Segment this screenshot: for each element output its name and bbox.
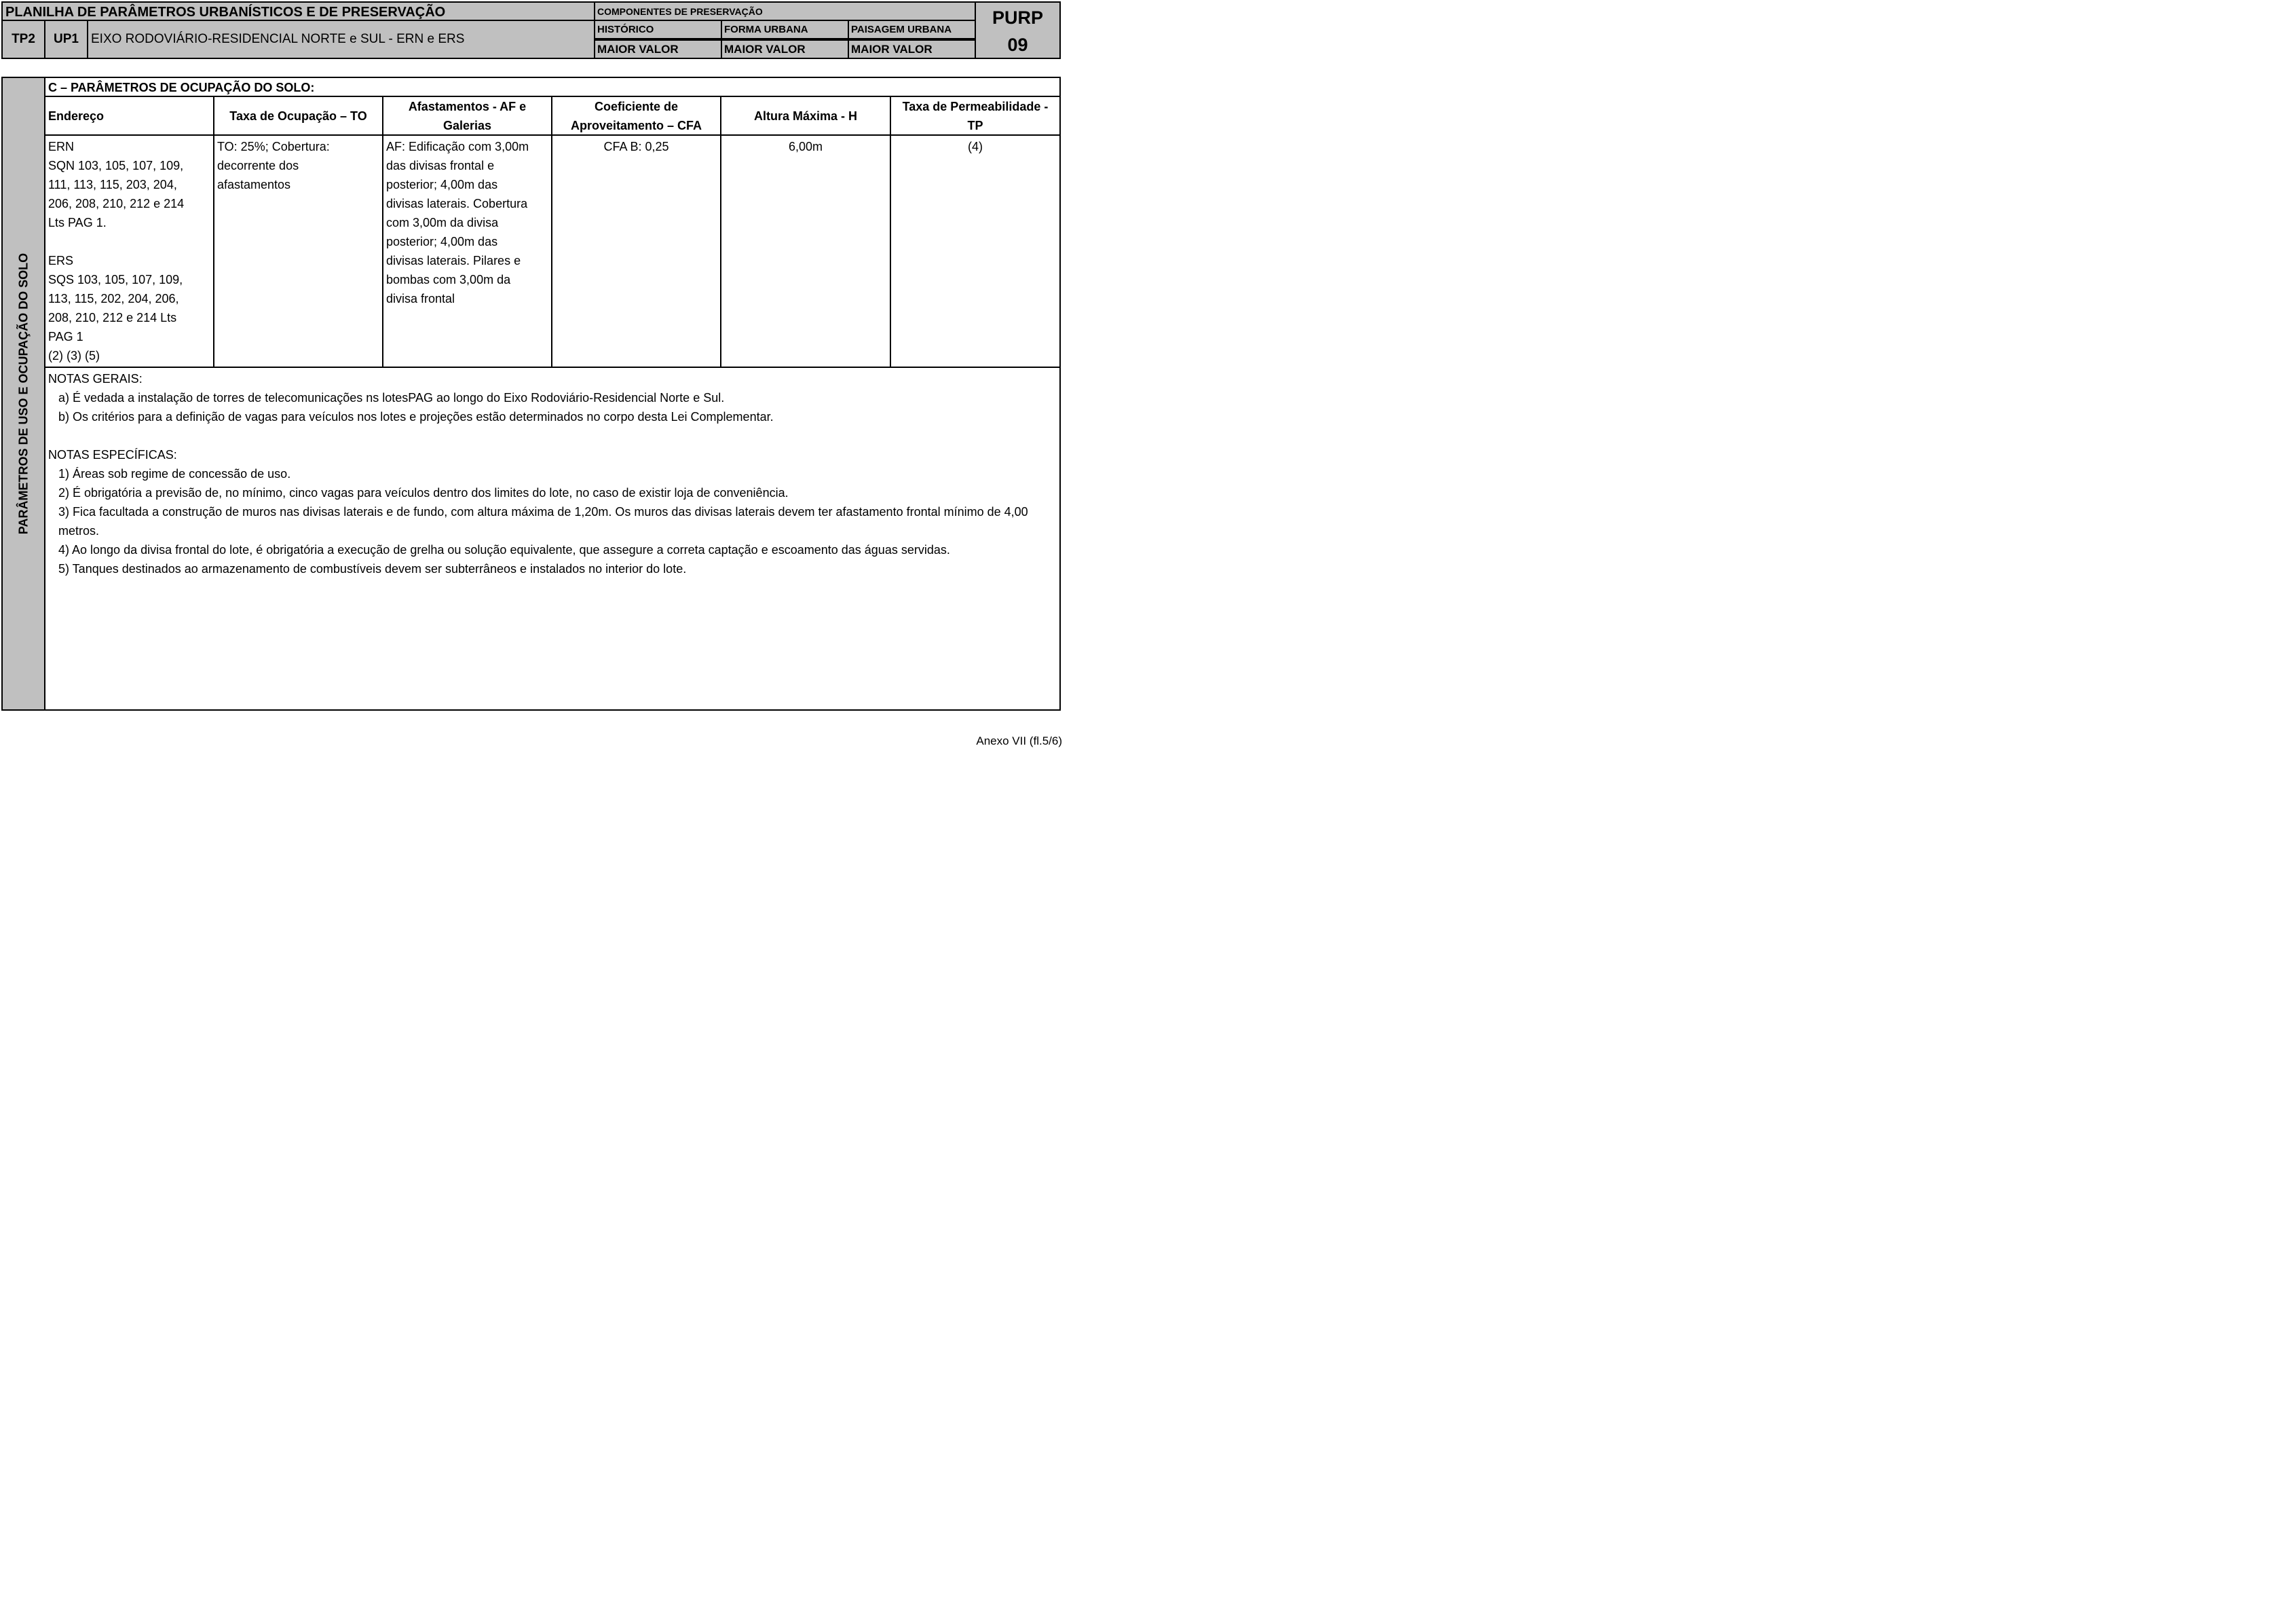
cell-endereco <box>44 134 214 368</box>
component-historico-value: MAIOR VALOR <box>594 39 722 59</box>
to-line: TO: 25%; Cobertura: <box>217 140 330 153</box>
component-forma-urbana-label: FORMA URBANA <box>721 20 849 39</box>
component-paisagem-urbana-value: MAIOR VALOR <box>848 39 976 59</box>
purp-badge <box>975 1 1061 59</box>
endereco-line: 208, 210, 212 e 214 Lts <box>48 311 177 324</box>
to-line: afastamentos <box>217 178 291 191</box>
cell-permeabilidade <box>890 134 1061 368</box>
endereco-line: 206, 208, 210, 212 e 214 <box>48 197 185 210</box>
endereco-line: ERN <box>48 140 75 153</box>
general-note: a) É vedada a instalação de torres de telecomunicações ns lotesPAG ao longo do Eixo Rodoviário-Residencial Norte e Sul. <box>58 391 725 405</box>
column-header-afastamentos: Afastamentos - AF e Galerias <box>382 96 552 136</box>
af-line: divisas laterais. Cobertura <box>386 197 528 210</box>
specific-note: 5) Tanques destinados ao armazenamento de combustíveis devem ser subterrâneos e instalados no interior do lote. <box>58 562 687 576</box>
notes-blank-line <box>48 426 1057 445</box>
components-title: COMPONENTES DE PRESERVAÇÃO <box>594 1 976 21</box>
annex-footer: Anexo VII (fl.5/6) <box>976 734 1062 747</box>
af-line: com 3,00m da divisa <box>386 216 499 229</box>
af-line: posterior; 4,00m das <box>386 235 498 248</box>
column-header-cfa: Coeficiente de Aproveitamento – CFA <box>551 96 721 136</box>
tp-code: TP2 <box>1 20 45 59</box>
endereco-line: ERS <box>48 254 74 267</box>
specific-note: 4) Ao longo da divisa frontal do lote, é obrigatória a execução de grelha ou solução equivalente, que assegure a correta captação e escoamento das águas servidas. <box>58 543 950 557</box>
af-line: das divisas frontal e <box>386 159 495 172</box>
sheet-title: PLANILHA DE PARÂMETROS URBANÍSTICOS E DE PRESERVAÇÃO <box>1 1 595 21</box>
specific-note: 1) Áreas sob regime de concessão de uso. <box>58 467 291 481</box>
component-paisagem-urbana-label: PAISAGEM URBANA <box>848 20 976 39</box>
af-line: AF: Edificação com 3,00m <box>386 140 529 153</box>
endereco-line: 113, 115, 202, 204, 206, <box>48 292 179 305</box>
af-line: divisa frontal <box>386 292 455 305</box>
endereco-line: 111, 113, 115, 203, 204, <box>48 178 177 191</box>
purp-number: 09 <box>1007 35 1028 55</box>
component-forma-urbana-value: MAIOR VALOR <box>721 39 849 59</box>
to-line: decorrente dos <box>217 159 299 172</box>
cell-taxa-ocupacao <box>213 134 383 368</box>
tp-value: (4) <box>968 140 983 153</box>
af-line: divisas laterais. Pilares e <box>386 254 521 267</box>
component-historico-label: HISTÓRICO <box>594 20 722 39</box>
up-code: UP1 <box>44 20 88 59</box>
af-line: bombas com 3,00m da <box>386 273 511 286</box>
column-header-endereco: Endereço <box>44 96 214 136</box>
purp-label: PURP <box>992 7 1043 28</box>
endereco-line: SQS 103, 105, 107, 109, <box>48 273 183 286</box>
endereco-line: (2) (3) (5) <box>48 349 100 362</box>
cell-cfa <box>551 134 721 368</box>
specific-notes-title: NOTAS ESPECÍFICAS: <box>48 448 177 462</box>
cell-afastamentos <box>382 134 552 368</box>
af-line: posterior; 4,00m das <box>386 178 498 191</box>
altura-value: 6,00m <box>788 140 823 153</box>
column-header-taxa-ocupacao: Taxa de Ocupação – TO <box>213 96 383 136</box>
notes-section <box>44 367 1061 711</box>
column-header-permeabilidade: Taxa de Permeabilidade - TP <box>890 96 1061 136</box>
area-name: EIXO RODOVIÁRIO-RESIDENCIAL NORTE e SUL - ERN e ERS <box>87 20 595 59</box>
side-label-panel <box>1 77 45 711</box>
cell-altura <box>720 134 891 368</box>
endereco-line: PAG 1 <box>48 330 83 343</box>
endereco-line: Lts PAG 1. <box>48 216 107 229</box>
endereco-blank-line <box>48 232 213 251</box>
endereco-line: SQN 103, 105, 107, 109, <box>48 159 184 172</box>
general-notes-title: NOTAS GERAIS: <box>48 372 143 386</box>
column-header-altura: Altura Máxima - H <box>720 96 891 136</box>
specific-note: 3) Fica facultada a construção de muros nas divisas laterais e de fundo, com altura máxima de 1,20m. Os muros das divisas laterais devem ter afastamento frontal mínimo de 4,00 metros. <box>58 505 1028 538</box>
cfa-value: CFA B: 0,25 <box>603 140 669 153</box>
side-label: PARÂMETROS DE USO E OCUPAÇÃO DO SOLO <box>16 253 30 535</box>
specific-note: 2) É obrigatória a previsão de, no mínimo, cinco vagas para veículos dentro dos limites do lote, no caso de existir loja de conveniência. <box>58 486 789 500</box>
section-title: C – PARÂMETROS DE OCUPAÇÃO DO SOLO: <box>44 77 1061 97</box>
general-note: b) Os critérios para a definição de vagas para veículos nos lotes e projeções estão determinados no corpo desta Lei Complementar. <box>58 410 774 424</box>
